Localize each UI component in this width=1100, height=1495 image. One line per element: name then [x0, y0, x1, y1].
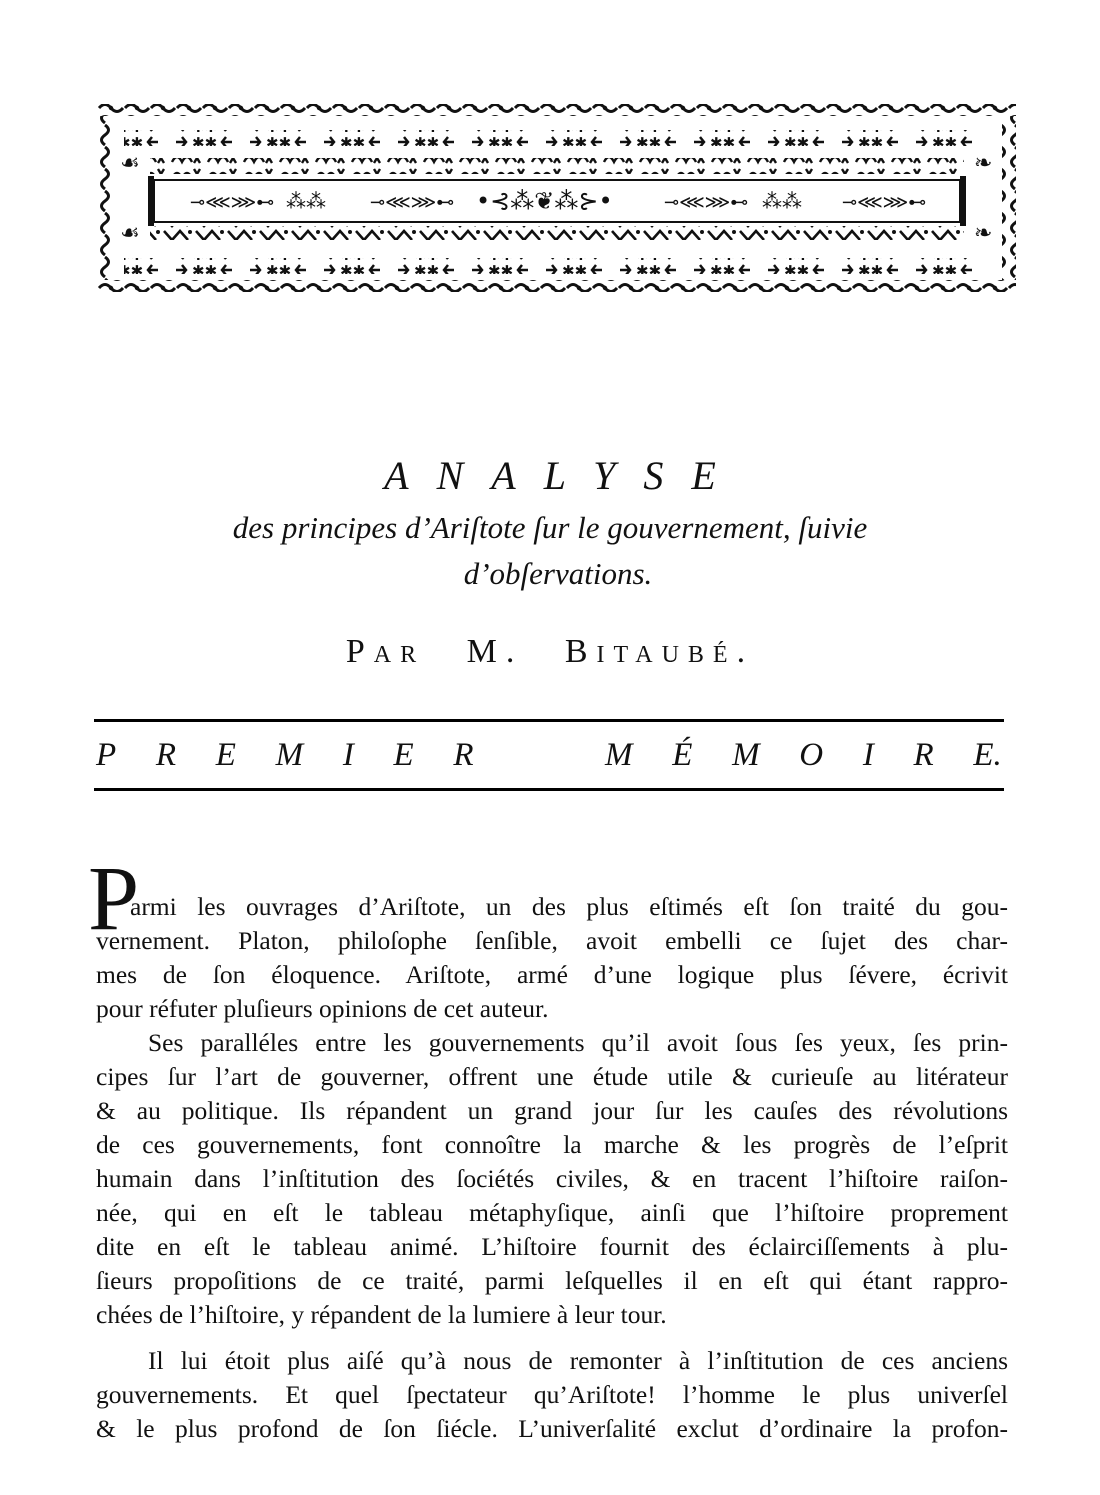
text-line: armi les ouvrages d’Ariſtote, un des plus eſtimés eſt ſon traité du gou- [130, 892, 1008, 921]
subtitle-line-2: d’obſervations. [463, 556, 653, 591]
svg-text:☙: ☙ [120, 151, 140, 176]
section-letter: I [342, 737, 354, 773]
text-line: humain dans l’inſtitution des ſociétés civiles, & en tracent l’hiſtoire raiſon- [96, 1164, 1008, 1193]
text-line: chées de l’hiſtoire, y répandent de la lumiere à leur tour. [96, 1300, 667, 1329]
drop-cap: P [88, 847, 140, 949]
divider-rule-bottom [94, 788, 1004, 791]
section-letter: M [275, 737, 304, 773]
divider-rule-top [94, 719, 1004, 722]
svg-text:⊸⋘⋙⊷: ⊸⋘⋙⊷ [190, 192, 275, 213]
text-line: née, qui en eſt le tableau métaphyſique, ainſi que l’hiſtoire proprement [96, 1198, 1008, 1227]
text-line: gouvernements. Et quel ſpectateur qu’Ariſtote! l’homme le plus univerſel [96, 1380, 1008, 1409]
text-line: dite en eſt le tableau animé. L’hiſtoire fournit des éclairciſſements à plu- [96, 1232, 1008, 1261]
author-byline: Par M. Bitaubé. [345, 633, 755, 670]
section-letter: P [96, 737, 117, 773]
text-line: & au politique. Ils répandent un grand jour ſur les cauſes des révolutions [96, 1096, 1008, 1125]
center-motif: •⊰⁂❦⁂⊱• [476, 187, 613, 215]
text-line: cipes ſur l’art de gouverner, offrent une étude utile & curieuſe au litérateur [96, 1062, 1008, 1091]
section-letter: E [215, 737, 236, 773]
svg-text:❧: ❧ [974, 221, 993, 246]
svg-text:☙: ☙ [120, 221, 140, 246]
section-letter: E. [973, 737, 1002, 773]
page-title: ANALYSE [384, 453, 744, 498]
section-letter: R [155, 737, 177, 773]
text-line: vernement. Platon, philoſophe ſenſible, avoit embelli ce ſujet des char- [96, 926, 1008, 955]
section-letter: M [732, 737, 760, 773]
svg-text:⊸⋘⋙⊷: ⊸⋘⋙⊷ [370, 192, 455, 213]
section-letter: I [862, 737, 874, 773]
svg-text:⊸⋘⋙⊷: ⊸⋘⋙⊷ [664, 192, 749, 213]
text-line: ſieurs propoſitions de ce traité, parmi leſquelles il en eſt qui étant rappro- [96, 1266, 1008, 1295]
section-letter: O [799, 737, 824, 773]
section-letter: É [672, 737, 693, 773]
section-letter: R [453, 737, 474, 773]
svg-text:❧: ❧ [974, 151, 993, 176]
subtitle-line-1: des principes d’Ariſtote ſur le gouvernement, ſuivie [232, 510, 868, 545]
ornamental-headpiece [98, 102, 1016, 294]
text-line: de ces gouvernements, font connoître la marche & les progrès de l’eſprit [96, 1130, 1008, 1159]
section-letter: R [913, 737, 934, 773]
section-heading [96, 733, 1002, 777]
svg-text:⁂⁂: ⁂⁂ [762, 189, 802, 213]
text-line: mes de ſon éloquence. Ariſtote, armé d’une logique plus ſévere, écrivit [96, 960, 1008, 989]
section-gap [513, 733, 565, 777]
text-line: & le plus profond de ſon ſiécle. L’univerſalité exclut d’ordinaire la profon- [96, 1414, 1008, 1443]
text-line: pour réfuter pluſieurs opinions de cet auteur. [96, 994, 549, 1023]
text-line: Il lui étoit plus aiſé qu’à nous de remonter à l’inſtitution de ces anciens [148, 1346, 1008, 1375]
text-line: Ses paralléles entre les gouvernements qu’il avoit ſous ſes yeux, ſes prin- [148, 1028, 1008, 1057]
section-letter: E [393, 737, 414, 773]
svg-text:⊸⋘⋙⊷: ⊸⋘⋙⊷ [842, 192, 927, 213]
body-text [96, 892, 1008, 1452]
svg-text:⁂⁂: ⁂⁂ [286, 189, 326, 213]
section-letter: M [604, 737, 633, 773]
